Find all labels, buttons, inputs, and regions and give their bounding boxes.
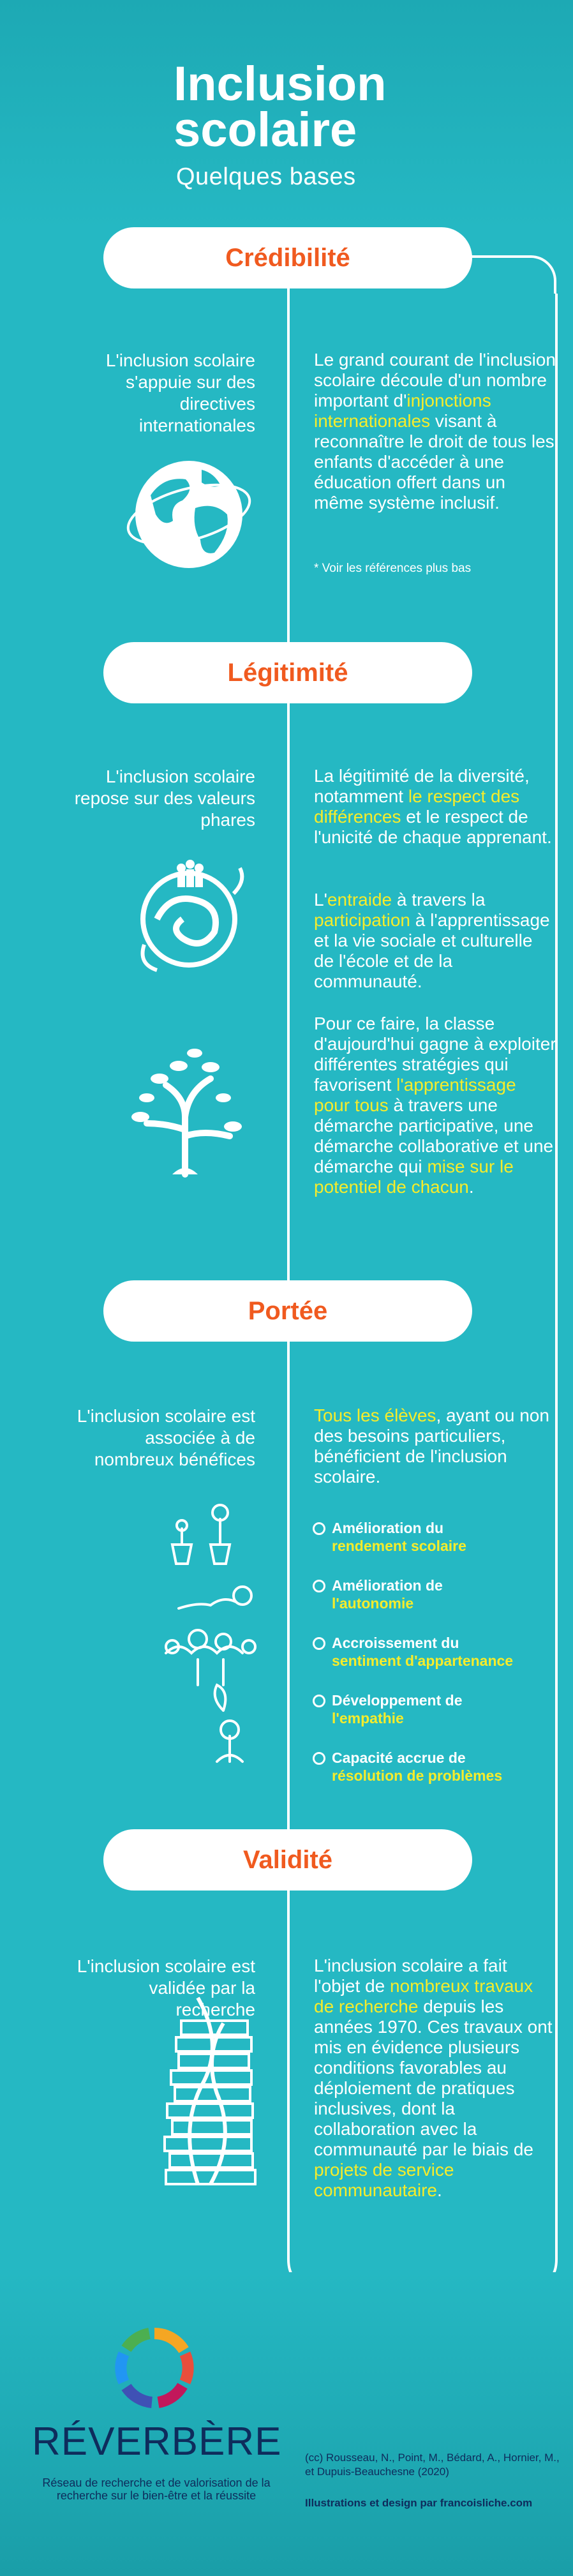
design-credit: Illustrations et design par francoisliche.com [305,2497,533,2509]
section-title-credibilite: Crédibilité [103,227,472,288]
title-line-1: Inclusion [174,57,387,111]
credibilite-note: * Voir les références plus bas [314,562,472,575]
flower-pots-icon [147,1494,274,1768]
bullet-icon [313,1637,325,1650]
bullet-icon [313,1522,325,1535]
title-line-2: scolaire [174,103,357,157]
logo-wordmark: RÉVERBÈRE [32,2420,282,2464]
page-subtitle: Quelques bases [176,163,356,190]
tree-icon [108,1028,262,1181]
legitimite-para-1: La légitimité de la diversité, notamment le respect des différences et le respect de l'unicité de chaque apprenant. [314,766,552,847]
portee-left-text: L'inclusion scolaire est associée à de nombreux bénéfices [77,1406,255,1469]
bullet-icon [313,1580,325,1592]
legitimite-para-2: L'entraide à travers la participation à l'apprentissage et la vie sociale et culturelle de l'école et de la communauté. [314,890,550,991]
globe-icon [125,451,253,578]
legitimite-left-text: L'inclusion scolaire repose sur des valeurs phares [74,767,255,830]
bullet-icon [313,1752,325,1765]
list-item: Amélioration du rendement scolaire [313,1519,555,1555]
section-title-legitimite: Légitimité [103,642,472,703]
benefits-list [313,1519,555,1806]
list-item: Développement de l'empathie [313,1691,555,1727]
list-item: Accroissement du sentiment d'appartenance [313,1634,555,1670]
reverbere-logo-icon [110,2323,199,2413]
list-item: Amélioration de l'autonomie [313,1576,555,1612]
list-item: Capacité accrue de résolution de problèmes [313,1749,555,1785]
section-title-portee: Portée [103,1280,472,1342]
validite-right-text: L'inclusion scolaire a fait l'objet de nombreux travaux de recherche depuis les années 1970. Ces travaux ont mis en évidence plusieurs conditions favorables au déploiement de pratiques inclusives, dont la collaboration avec la communauté par le biais de projets de service communautaire. [314,1956,553,2200]
book-stack-plant-icon [153,1985,268,2196]
portee-right-text: Tous les élèves, ayant ou non des besoins particuliers, bénéficient de l'inclusion scolaire. [314,1405,549,1486]
hands-swirl-icon [119,842,259,983]
validite-left-text: L'inclusion scolaire est validée par la recherche [77,1956,255,2019]
section-title-validite: Validité [103,1829,472,1891]
credits-text: (cc) Rousseau, N., Point, M., Bédard, A., Hornier, M., et Dupuis-Beauchesne (2020) [305,2452,560,2478]
logo-tagline: Réseau de recherche et de valorisation de la recherche sur le bien-être et la réussite [42,2476,271,2502]
credibilite-left-text: L'inclusion scolaire s'appuie sur des directives internationales [105,350,255,435]
bullet-icon [313,1695,325,1707]
legitimite-para-3: Pour ce faire, la classe d'aujourd'hui gagne à exploiter différentes stratégies qui favorisent l'apprentissage pour tous à travers une démarche participative, une démarche collaborative et une démarche qui mise sur le potentiel de chacun. [314,1014,556,1197]
credibilite-right-text: Le grand courant de l'inclusion scolaire découle d'un nombre important d'injonctions internationales visant à reconnaître le droit de tous les enfants d'accéder à une éducation offert dans un même système inclusif. [314,350,556,513]
